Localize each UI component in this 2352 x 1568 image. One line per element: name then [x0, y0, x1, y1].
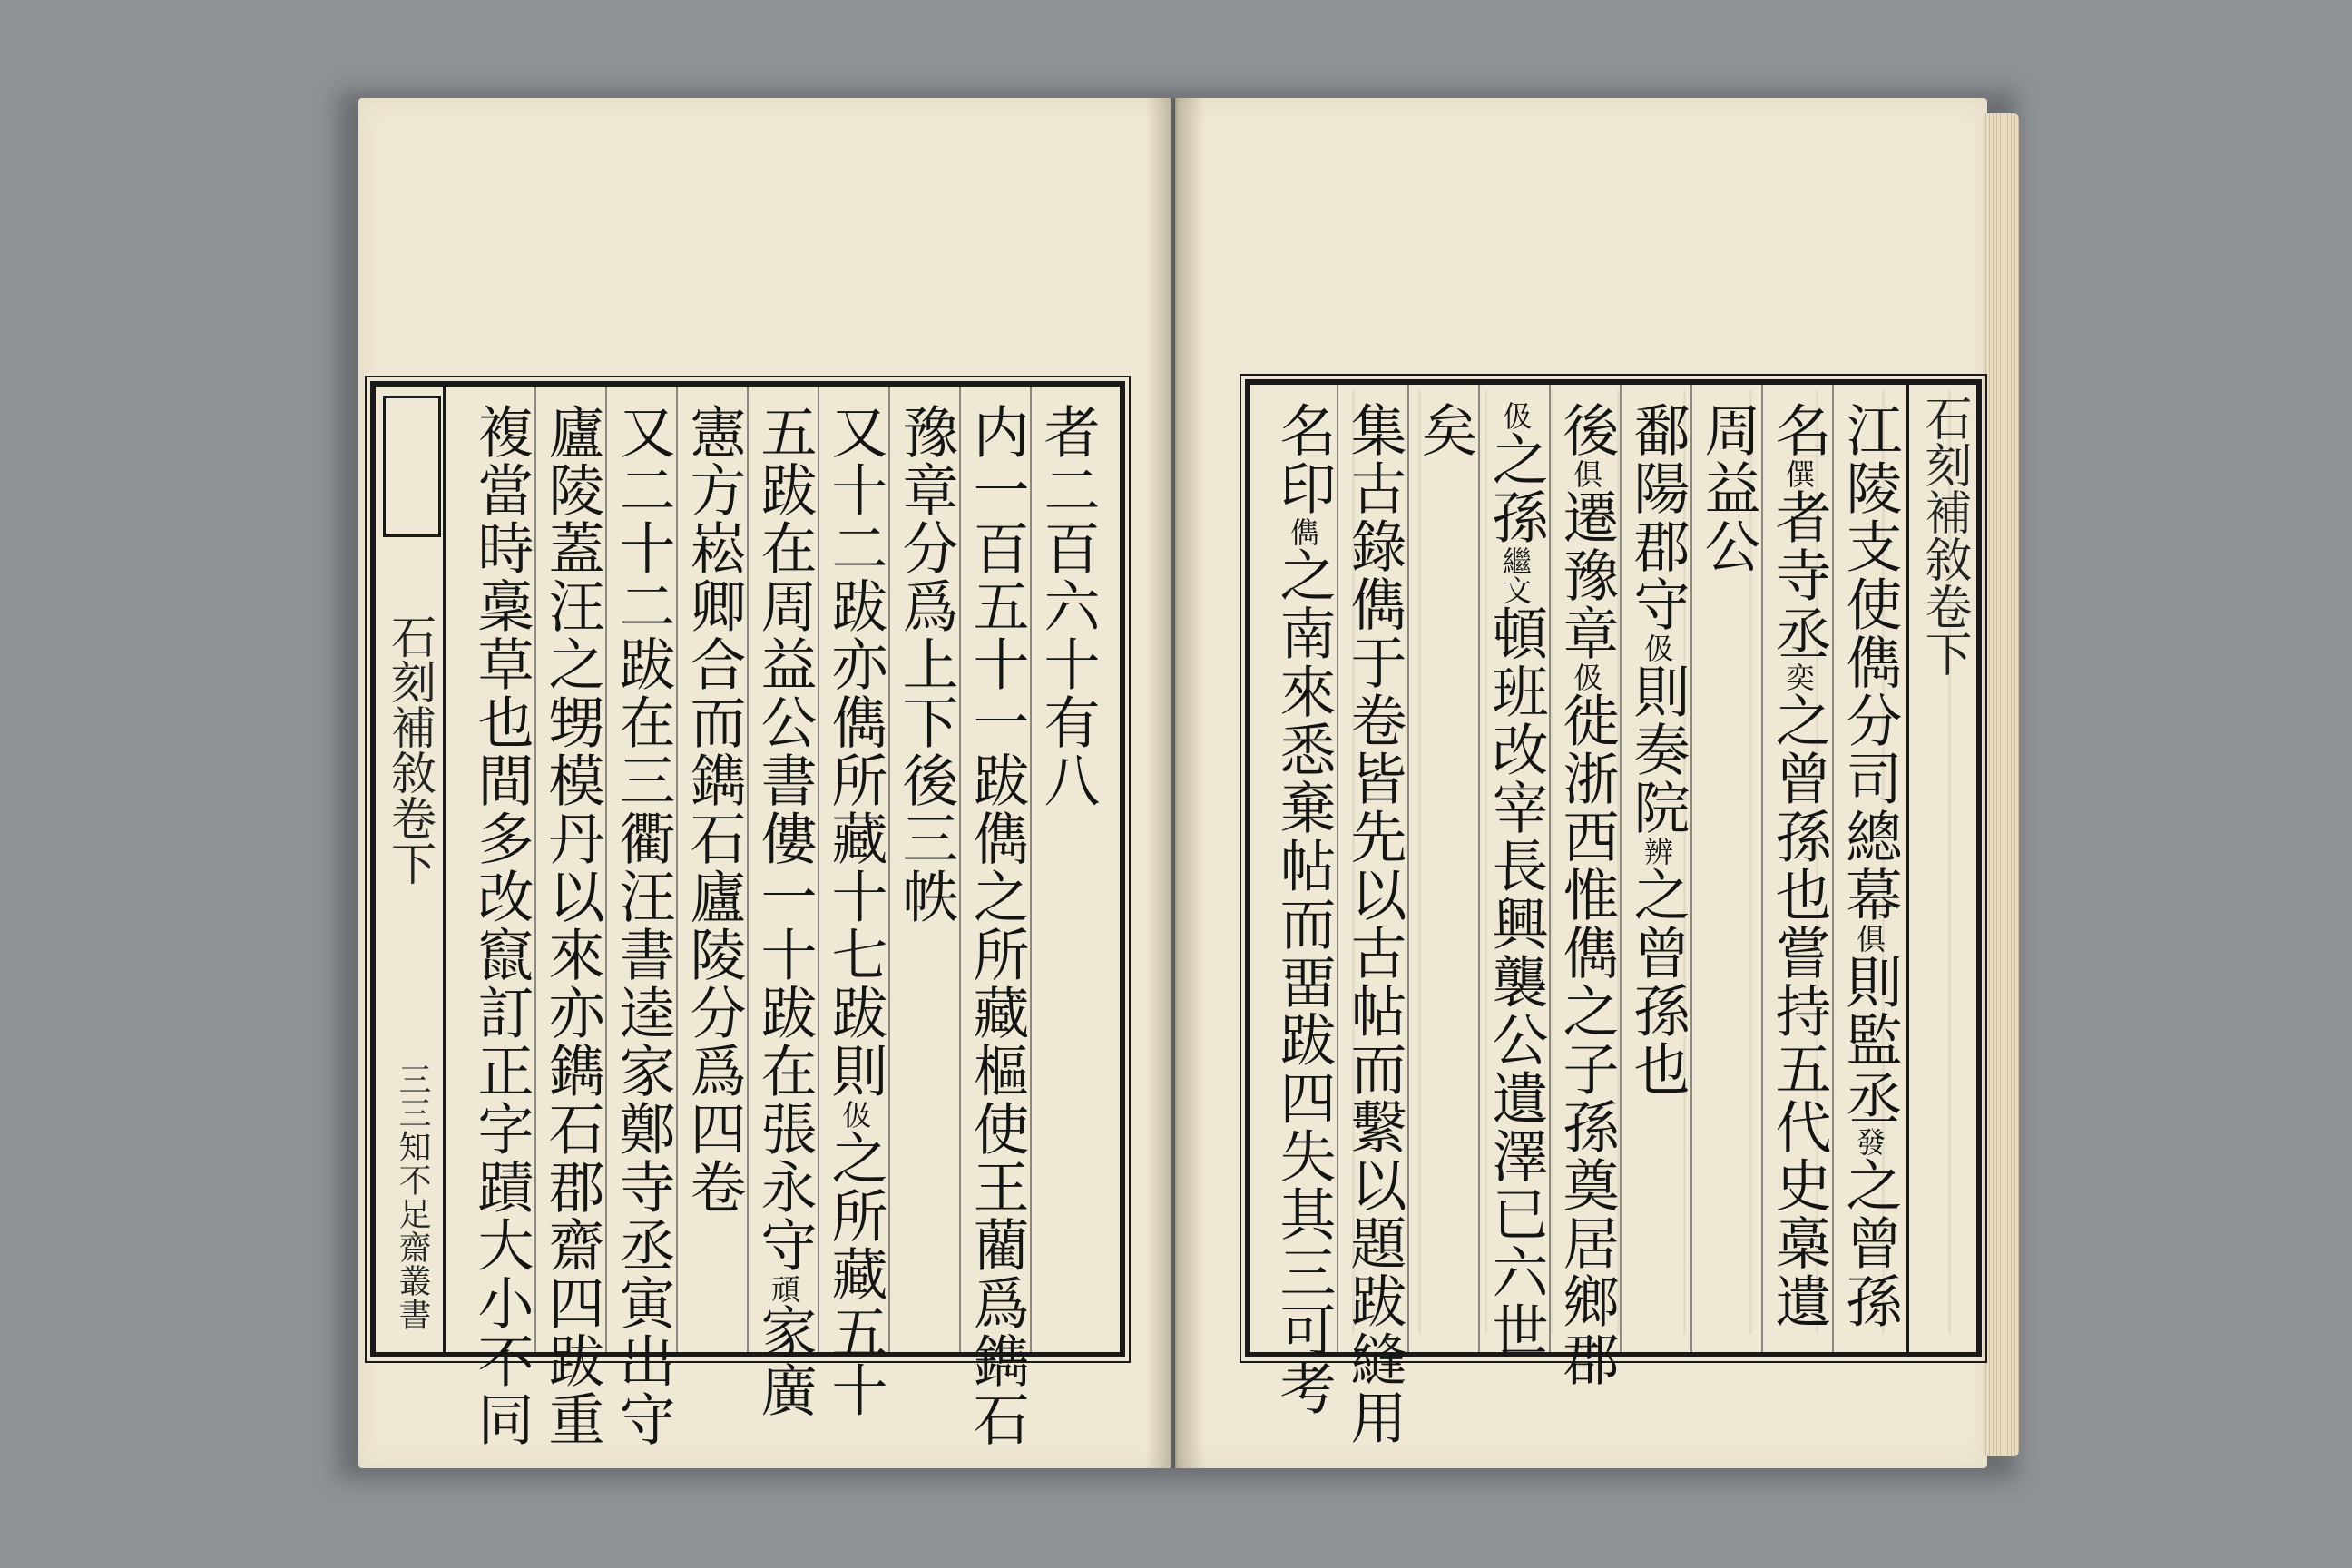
text-run: 廬陵蓋汪之甥模丹以來亦鐫石郡齋四跋重 — [539, 403, 605, 1448]
right-text-column-7 — [1412, 401, 1478, 1368]
text-run: 之孫 — [1483, 430, 1549, 546]
annotation-note: 伋 — [1569, 662, 1603, 691]
text-run: 名印 — [1270, 401, 1337, 517]
text-run: 遷豫章 — [1553, 488, 1620, 662]
fishtail-mark — [383, 396, 441, 537]
column-rule — [1620, 385, 1622, 1352]
page-edges — [1983, 113, 2019, 1456]
column-rule — [676, 387, 678, 1352]
annotation-note: 發 — [1852, 1127, 1886, 1156]
column-rule — [534, 387, 536, 1352]
column-rule — [1030, 387, 1032, 1352]
column-rule — [959, 387, 961, 1352]
annotation-note: 伋 — [1498, 401, 1533, 430]
right-text-column-1 — [1837, 401, 1903, 1368]
text-run: 家廣 — [751, 1303, 818, 1419]
right-text-column-2 — [1766, 401, 1832, 1368]
text-run: 江陵支使儁分司總幕 — [1837, 401, 1903, 924]
left-text-frame — [370, 381, 1125, 1448]
left-text-column-8 — [539, 403, 605, 1448]
column-rule — [1478, 385, 1480, 1352]
text-run: 矣 — [1412, 401, 1478, 459]
annotation-note: 俱 — [1852, 924, 1886, 953]
column-rule — [888, 387, 890, 1352]
text-run: 後 — [1553, 401, 1620, 459]
text-run: 集古錄儁于卷皆先以古帖而繫以題跋縫用 — [1341, 401, 1407, 1446]
text-run: 豫章分爲上下後三帙 — [893, 403, 959, 926]
text-run: 又二十二跋在三衢汪書逵家鄭寺丞寅出守 — [610, 403, 676, 1448]
annotation-note: 伋 — [1640, 633, 1674, 662]
annotation-note: 僎 — [1781, 459, 1816, 488]
annotation-note: 儁 — [1286, 517, 1320, 546]
annotation-note: 俱 — [1569, 459, 1603, 488]
right-text-column-9 — [1270, 401, 1337, 1417]
text-run: 徙浙西惟儁之子孫奠居鄉郡 — [1553, 691, 1620, 1388]
annotation-note: 辨 — [1640, 837, 1674, 866]
left-text-column-9 — [468, 403, 534, 1448]
text-run: 之所藏五十 — [822, 1129, 888, 1419]
text-run: 鄱陽郡守 — [1624, 401, 1690, 633]
text-run: 之曾孫也 — [1624, 866, 1690, 1098]
column-rule — [1549, 385, 1551, 1352]
column-rule — [1832, 385, 1834, 1352]
text-run: 之曾孫 — [1837, 1156, 1903, 1330]
left-banxin-foot: 三三知不足齋叢書 — [394, 1063, 431, 1331]
left-text-column-6 — [681, 403, 747, 1368]
annotation-note: 頑 — [767, 1274, 801, 1303]
right-text-column-6 — [1483, 401, 1549, 1368]
left-banxin-title: 石刻補敘卷下 — [384, 613, 436, 886]
right-banxin-title: 石刻補敘卷下 — [1916, 394, 1971, 677]
text-run: 内一百五十一跋儁之所藏樞使王藺爲鐫石 — [964, 403, 1030, 1448]
text-run: 名 — [1766, 401, 1832, 459]
text-run: 憲方崧卿合而鐫石廬陵分爲四卷 — [681, 403, 747, 1216]
left-text-column-5 — [751, 403, 818, 1419]
right-text-column-8 — [1341, 401, 1407, 1446]
text-run: 則監丞 — [1837, 953, 1903, 1127]
annotation-note: 伋 — [838, 1100, 872, 1129]
text-run: 則奏院 — [1624, 662, 1690, 837]
right-text-frame — [1245, 379, 1982, 1446]
annotation-note: 繼文 — [1498, 546, 1533, 604]
column-rule — [1407, 385, 1409, 1352]
column-rule — [1337, 385, 1338, 1352]
text-run: 周益公 — [1695, 401, 1761, 575]
left-text-column-3 — [893, 403, 959, 1368]
text-run: 之曾孫也嘗持五代史槀遺 — [1766, 691, 1832, 1330]
column-rule — [605, 387, 607, 1352]
left-text-column-7 — [610, 403, 676, 1448]
column-rule — [818, 387, 819, 1352]
left-block-heart — [376, 387, 446, 1352]
right-block-heart — [1906, 385, 1976, 1352]
text-run: 者寺丞 — [1766, 488, 1832, 662]
right-text-column-5 — [1553, 401, 1620, 1388]
text-run: 五跋在周益公書僂一十跋在張永守 — [751, 403, 818, 1274]
text-run: 者二百六十有八 — [1034, 403, 1101, 809]
right-text-column-4 — [1624, 401, 1690, 1368]
left-text-column-2 — [964, 403, 1030, 1448]
left-text-column-4 — [822, 403, 888, 1419]
text-run: 又十二跋亦儁所藏十七跋則 — [822, 403, 888, 1100]
left-text-column-1 — [1034, 403, 1101, 1368]
right-text-column-3 — [1695, 401, 1761, 1368]
text-run: 頓班改宰長興襲公遺澤已六世 — [1483, 604, 1549, 1359]
column-rule — [1761, 385, 1763, 1352]
annotation-note: 奕 — [1781, 662, 1816, 691]
text-run: 複當時稾草也間多改竄訂正字蹟大小不同 — [468, 403, 534, 1448]
book-gutter — [1145, 98, 1205, 1468]
column-rule — [1690, 385, 1692, 1352]
column-rule — [747, 387, 749, 1352]
text-run: 之南來悉棄帖而畱跋四失其三可考 — [1270, 546, 1337, 1417]
